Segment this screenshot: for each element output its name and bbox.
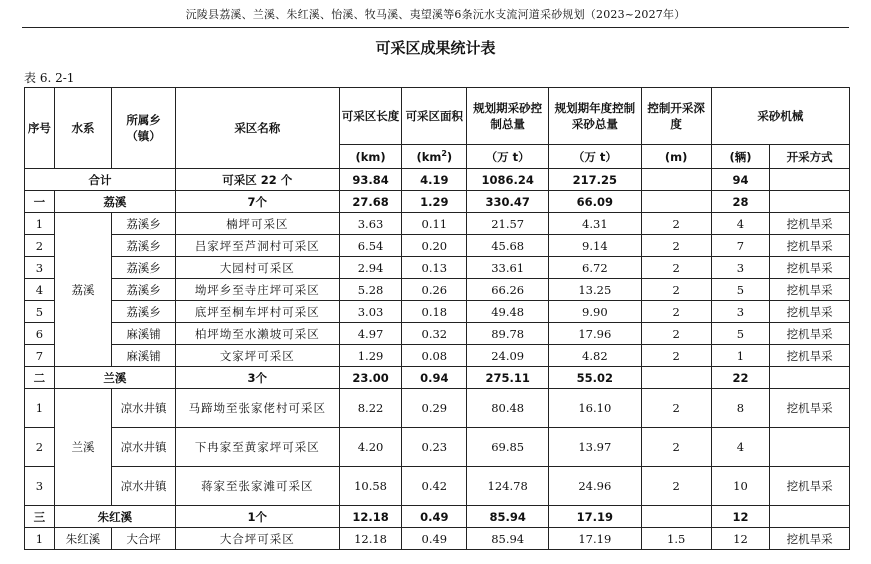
group-annual: 55.02	[549, 367, 641, 389]
group-method	[770, 191, 850, 213]
table-row	[25, 528, 850, 550]
row-method	[770, 428, 850, 467]
row-area: 0.23	[402, 428, 467, 467]
table-row	[25, 213, 850, 235]
row-depth: 2	[641, 389, 711, 428]
row-total: 89.78	[467, 323, 549, 345]
row-seq: 7	[25, 345, 55, 367]
row-area: 0.29	[402, 389, 467, 428]
row-area-name: 文家坪可采区	[175, 345, 339, 367]
table-row	[25, 467, 850, 506]
row-depth: 2	[641, 279, 711, 301]
group-length: 27.68	[339, 191, 402, 213]
total-machines: 94	[711, 169, 769, 191]
row-method: 挖机旱采	[770, 213, 850, 235]
row-machines: 1	[711, 345, 769, 367]
table-row	[25, 301, 850, 323]
row-length: 2.94	[339, 257, 402, 279]
group-machines: 22	[711, 367, 769, 389]
row-area: 0.42	[402, 467, 467, 506]
row-machines: 12	[711, 528, 769, 550]
group-seq: 一	[25, 191, 55, 213]
table-row	[25, 279, 850, 301]
row-seq: 3	[25, 467, 55, 506]
table-caption: 表 6. 2-1	[24, 71, 75, 85]
header-area: 可采区面积	[402, 88, 467, 145]
row-annual: 13.97	[549, 428, 641, 467]
row-depth: 2	[641, 301, 711, 323]
row-total: 49.48	[467, 301, 549, 323]
group-area: 0.94	[402, 367, 467, 389]
row-machines: 10	[711, 467, 769, 506]
unit-total: （万 t）	[467, 145, 549, 169]
row-township: 大合坪	[112, 528, 176, 550]
row-depth: 1.5	[641, 528, 711, 550]
total-depth	[641, 169, 711, 191]
unit-annual: （万 t）	[549, 145, 641, 169]
row-annual: 17.96	[549, 323, 641, 345]
row-total: 45.68	[467, 235, 549, 257]
row-method: 挖机旱采	[770, 235, 850, 257]
row-method: 挖机旱采	[770, 389, 850, 428]
row-area-name: 蒋家至张家滩可采区	[175, 467, 339, 506]
table-row	[25, 389, 850, 428]
group-count: 7个	[175, 191, 339, 213]
row-seq: 1	[25, 213, 55, 235]
table-row	[25, 323, 850, 345]
row-method: 挖机旱采	[770, 279, 850, 301]
row-area: 0.20	[402, 235, 467, 257]
row-annual: 16.10	[549, 389, 641, 428]
header-machinery: 采砂机械	[711, 88, 849, 145]
row-area-name: 大园村可采区	[175, 257, 339, 279]
group-method	[770, 506, 850, 528]
row-township: 荔溪乡	[112, 257, 176, 279]
group-depth	[641, 506, 711, 528]
row-township: 麻溪铺	[112, 323, 176, 345]
header-seq: 序号	[25, 88, 55, 169]
group-area: 0.49	[402, 506, 467, 528]
row-annual: 6.72	[549, 257, 641, 279]
row-method: 挖机旱采	[770, 257, 850, 279]
row-method: 挖机旱采	[770, 528, 850, 550]
row-total: 21.57	[467, 213, 549, 235]
row-seq: 1	[25, 389, 55, 428]
row-township: 荔溪乡	[112, 279, 176, 301]
row-seq: 6	[25, 323, 55, 345]
unit-length: (km)	[339, 145, 402, 169]
total-row	[25, 169, 850, 191]
group-depth	[641, 367, 711, 389]
group-seq: 三	[25, 506, 55, 528]
header-total-control: 规划期采砂控制总量	[467, 88, 549, 145]
group-river: 荔溪	[54, 191, 175, 213]
page-title: 可采区成果统计表	[375, 39, 496, 57]
row-length: 5.28	[339, 279, 402, 301]
row-township: 凉水井镇	[112, 428, 176, 467]
row-length: 3.63	[339, 213, 402, 235]
row-length: 4.20	[339, 428, 402, 467]
row-river: 荔溪	[54, 213, 111, 367]
row-total: 24.09	[467, 345, 549, 367]
row-annual: 4.82	[549, 345, 641, 367]
header-rule	[22, 27, 849, 28]
row-township: 荔溪乡	[112, 213, 176, 235]
total-method	[770, 169, 850, 191]
header-length: 可采区长度	[339, 88, 402, 145]
header-annual-control: 规划期年度控制采砂总量	[549, 88, 641, 145]
row-annual: 17.19	[549, 528, 641, 550]
row-township: 荔溪乡	[112, 301, 176, 323]
row-area: 0.13	[402, 257, 467, 279]
row-machines: 4	[711, 428, 769, 467]
group-machines: 12	[711, 506, 769, 528]
total-total: 1086.24	[467, 169, 549, 191]
statistics-table	[24, 87, 850, 550]
row-length: 3.03	[339, 301, 402, 323]
row-area: 0.26	[402, 279, 467, 301]
group-length: 12.18	[339, 506, 402, 528]
group-annual: 66.09	[549, 191, 641, 213]
row-annual: 9.90	[549, 301, 641, 323]
group-total: 330.47	[467, 191, 549, 213]
table-row	[25, 235, 850, 257]
unit-depth: (m)	[641, 145, 711, 169]
header-area-name: 采区名称	[175, 88, 339, 169]
row-total: 66.26	[467, 279, 549, 301]
unit-method: 开采方式	[770, 145, 850, 169]
row-machines: 5	[711, 323, 769, 345]
row-machines: 8	[711, 389, 769, 428]
group-count: 3个	[175, 367, 339, 389]
row-method: 挖机旱采	[770, 323, 850, 345]
group-method	[770, 367, 850, 389]
row-township: 凉水井镇	[112, 467, 176, 506]
row-township: 麻溪铺	[112, 345, 176, 367]
group-length: 23.00	[339, 367, 402, 389]
group-row	[25, 191, 850, 213]
group-seq: 二	[25, 367, 55, 389]
table-body	[25, 169, 850, 550]
row-area: 0.08	[402, 345, 467, 367]
group-count: 1个	[175, 506, 339, 528]
row-depth: 2	[641, 428, 711, 467]
row-area-name: 大合坪可采区	[175, 528, 339, 550]
group-river: 兰溪	[54, 367, 175, 389]
group-row	[25, 367, 850, 389]
row-river: 朱红溪	[54, 528, 111, 550]
row-length: 1.29	[339, 345, 402, 367]
row-seq: 5	[25, 301, 55, 323]
group-depth	[641, 191, 711, 213]
row-area-name: 马蹄坳至张家佬村可采区	[175, 389, 339, 428]
header-river: 水系	[54, 88, 111, 169]
row-depth: 2	[641, 467, 711, 506]
row-length: 8.22	[339, 389, 402, 428]
header-depth: 控制开采深度	[641, 88, 711, 145]
row-method: 挖机旱采	[770, 301, 850, 323]
row-method: 挖机旱采	[770, 345, 850, 367]
total-annual: 217.25	[549, 169, 641, 191]
row-method: 挖机旱采	[770, 467, 850, 506]
row-area-name: 柏坪坳至水濑坡可采区	[175, 323, 339, 345]
row-depth: 2	[641, 257, 711, 279]
row-township: 凉水井镇	[112, 389, 176, 428]
row-seq: 1	[25, 528, 55, 550]
row-area: 0.11	[402, 213, 467, 235]
row-machines: 7	[711, 235, 769, 257]
row-seq: 2	[25, 428, 55, 467]
group-annual: 17.19	[549, 506, 641, 528]
row-total: 124.78	[467, 467, 549, 506]
row-seq: 2	[25, 235, 55, 257]
row-township: 荔溪乡	[112, 235, 176, 257]
total-name: 可采区 22 个	[175, 169, 339, 191]
row-total: 69.85	[467, 428, 549, 467]
row-machines: 5	[711, 279, 769, 301]
table-row	[25, 257, 850, 279]
group-total: 275.11	[467, 367, 549, 389]
group-total: 85.94	[467, 506, 549, 528]
group-row	[25, 506, 850, 528]
total-label: 合计	[25, 169, 176, 191]
group-area: 1.29	[402, 191, 467, 213]
row-length: 4.97	[339, 323, 402, 345]
row-machines: 3	[711, 257, 769, 279]
row-area-name: 下冉家至黄家坪可采区	[175, 428, 339, 467]
row-area: 0.49	[402, 528, 467, 550]
row-area-name: 底坪至桐车坪村可采区	[175, 301, 339, 323]
total-length: 93.84	[339, 169, 402, 191]
group-machines: 28	[711, 191, 769, 213]
row-area-name: 楠坪可采区	[175, 213, 339, 235]
row-total: 85.94	[467, 528, 549, 550]
row-depth: 2	[641, 345, 711, 367]
row-seq: 3	[25, 257, 55, 279]
row-machines: 4	[711, 213, 769, 235]
row-total: 33.61	[467, 257, 549, 279]
row-length: 12.18	[339, 528, 402, 550]
row-seq: 4	[25, 279, 55, 301]
row-annual: 4.31	[549, 213, 641, 235]
row-annual: 13.25	[549, 279, 641, 301]
table-row	[25, 345, 850, 367]
row-area-name: 吕家坪至芦洞村可采区	[175, 235, 339, 257]
row-annual: 24.96	[549, 467, 641, 506]
unit-area: $(km^2)$	[402, 145, 467, 169]
row-area: 0.18	[402, 301, 467, 323]
row-river: 兰溪	[54, 389, 111, 506]
row-total: 80.48	[467, 389, 549, 428]
table-row	[25, 428, 850, 467]
row-depth: 2	[641, 213, 711, 235]
row-annual: 9.14	[549, 235, 641, 257]
header-township: 所属乡（镇）	[112, 88, 176, 169]
row-machines: 3	[711, 301, 769, 323]
unit-machines: (辆)	[711, 145, 769, 169]
row-depth: 2	[641, 323, 711, 345]
row-depth: 2	[641, 235, 711, 257]
running-header: 沅陵县荔溪、兰溪、朱红溪、怡溪、牧马溪、夷望溪等6条沅水支流河道采砂规划（2023~2027年）	[185, 8, 686, 21]
row-area: 0.32	[402, 323, 467, 345]
row-length: 6.54	[339, 235, 402, 257]
row-length: 10.58	[339, 467, 402, 506]
group-river: 朱红溪	[54, 506, 175, 528]
total-area: 4.19	[402, 169, 467, 191]
row-area-name: 坳坪乡至寺庄坪可采区	[175, 279, 339, 301]
